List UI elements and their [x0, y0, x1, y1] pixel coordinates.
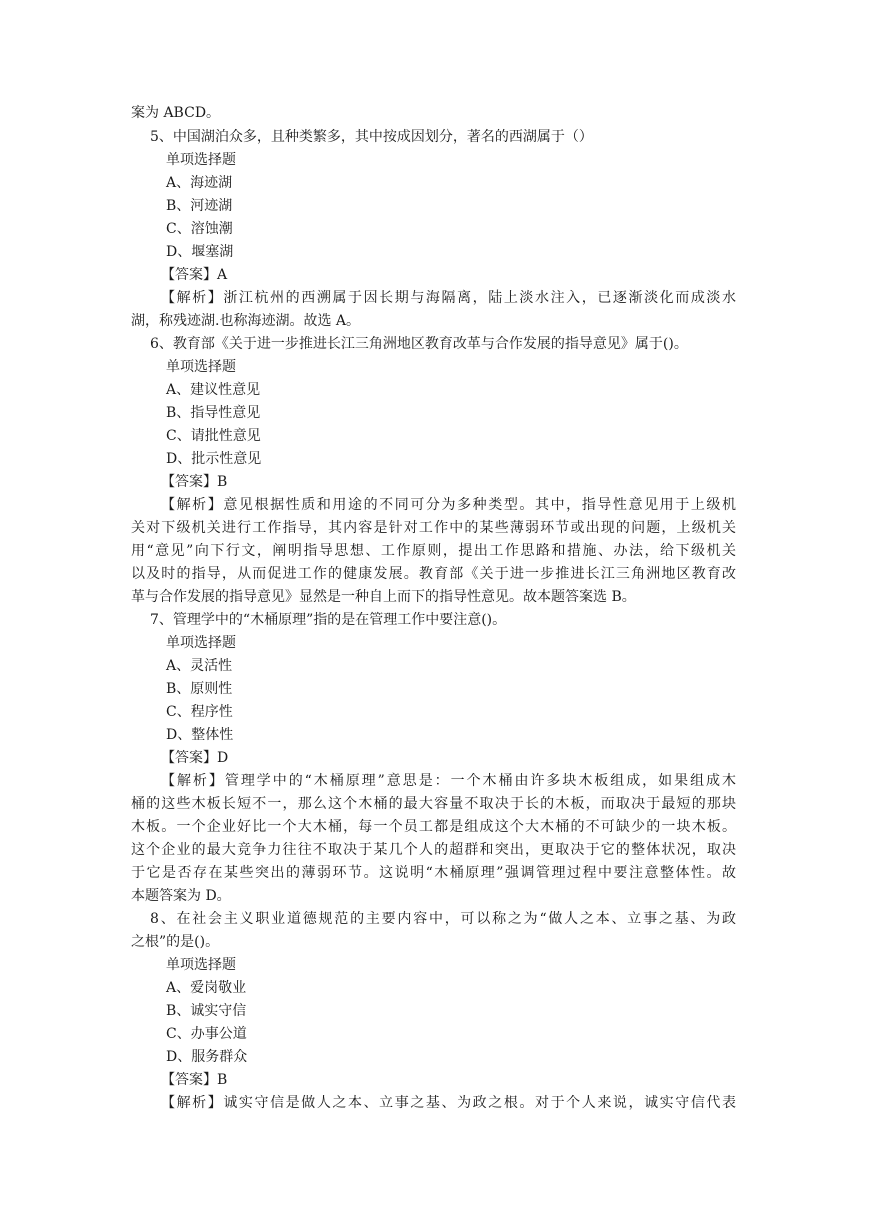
option-d: D、服务群众: [166, 1049, 248, 1065]
option-b: B、诚实守信: [166, 1003, 247, 1019]
explanation-line: 桶的这些木板长短不一，那么这个木桶的最大容量不取决于长的木板，而取决于最短的那块: [131, 796, 736, 812]
text-line: 案为 ABCD。: [131, 105, 221, 121]
option-b: B、河迹湖: [166, 198, 233, 214]
question-type: 单项选择题: [166, 635, 236, 651]
explanation: 【解析】管理学中的“木桶原理”意思是：一个木桶由许多块木板组成，如果组成木: [161, 773, 736, 789]
question-6: 6、教育部《关于进一步推进长江三角洲地区教育改革与合作发展的指导意见》属于()。: [150, 336, 688, 352]
option-a: A、建议性意见: [166, 382, 261, 398]
option-c: C、程序性: [166, 704, 233, 720]
option-a: A、爱岗敬业: [166, 980, 247, 996]
question-type: 单项选择题: [166, 152, 236, 168]
question-7: 7、管理学中的“木桶原理”指的是在管理工作中要注意()。: [150, 612, 507, 628]
option-d: D、批示性意见: [166, 451, 262, 467]
option-b: B、原则性: [166, 681, 233, 697]
option-d: D、整体性: [166, 727, 234, 743]
option-c: C、溶蚀潮: [166, 221, 233, 237]
explanation-line: 关对下级机关进行工作指导，其内容是针对工作中的某些薄弱环节或出现的问题，上级机关: [131, 520, 736, 536]
question-8: 8、在社会主义职业道德规范的主要内容中，可以称之为“做人之本、立事之基、为政: [150, 911, 736, 927]
question-type: 单项选择题: [166, 359, 236, 375]
question-5: 5、中国湖泊众多，且种类繁多，其中按成因划分，著名的西湖属于（）: [150, 129, 593, 145]
answer: 【答案】D: [161, 750, 229, 766]
question-8-cont: 之根”的是()。: [131, 934, 220, 950]
explanation: 【解析】浙江杭州的西溯属于因长期与海隔离，陆上淡水注入，已逐渐淡化而成淡水: [161, 290, 736, 306]
explanation-line: 于它是否存在某些突出的薄弱环节。这说明“木桶原理”强调管理过程中要注意整体性。故: [131, 865, 736, 881]
answer: 【答案】B: [161, 1072, 228, 1088]
question-type: 单项选择题: [166, 957, 236, 973]
explanation-line: 这个企业的最大竞争力往往不取决于某几个人的超群和突出，更取决于它的整体状况，取决: [131, 842, 736, 858]
explanation-line: 以及时的指导，从而促进工作的健康发展。教育部《关于进一步推进长江三角洲地区教育改: [131, 566, 736, 582]
option-b: B、指导性意见: [166, 405, 261, 421]
option-a: A、灵活性: [166, 658, 233, 674]
explanation-line: 湖，称残迹湖.也称海迹湖。故选 A。: [131, 313, 361, 329]
option-c: C、请批性意见: [166, 428, 261, 444]
option-a: A、海迹湖: [166, 175, 233, 191]
answer: 【答案】B: [161, 474, 228, 490]
explanation-line: 革与合作发展的指导意见》显然是一种自上而下的指导性意见。故本题答案选 B。: [131, 589, 636, 605]
explanation: 【解析】诚实守信是做人之本、立事之基、为政之根。对于个人来说，诚实守信代表: [161, 1095, 736, 1111]
option-d: D、堰塞湖: [166, 244, 234, 260]
explanation-line: 用“意见”向下行文，阐明指导思想、工作原则，提出工作思路和措施、办法，给下级机关: [131, 543, 736, 559]
explanation-line: 木板。一个企业好比一个大木桶，每一个员工都是组成这个大木桶的不可缺少的一块木板。: [131, 819, 736, 835]
explanation: 【解析】意见根据性质和用途的不同可分为多种类型。其中，指导性意见用于上级机: [161, 497, 736, 513]
option-c: C、办事公道: [166, 1026, 247, 1042]
explanation-line: 本题答案为 D。: [131, 888, 231, 904]
answer: 【答案】A: [161, 267, 228, 283]
